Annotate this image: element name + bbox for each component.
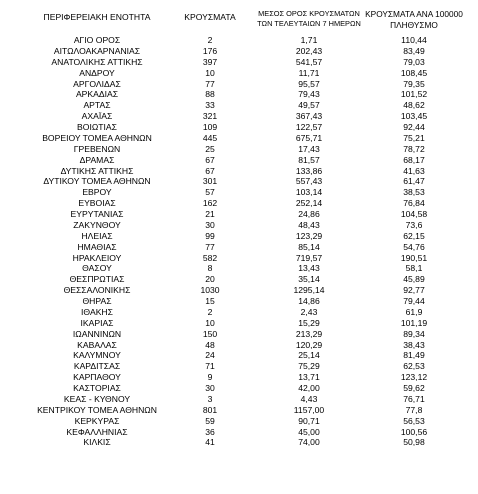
region-name: ΚΑΡΠΑΘΟΥ	[73, 372, 121, 383]
avg-cases: 25,14	[298, 350, 320, 361]
cases-count: 71	[205, 361, 215, 372]
table-row	[0, 231, 478, 242]
table-row	[0, 274, 478, 285]
cases-count: 67	[205, 154, 215, 165]
header-per100k-line1: ΚΡΟΥΣΜΑΤΑ ΑΝΑ 100000	[365, 9, 463, 19]
cases-count: 30	[205, 219, 215, 230]
table-row	[0, 46, 478, 57]
avg-cases: 122,57	[295, 122, 323, 132]
cases-per-100k: 54,76	[403, 241, 425, 252]
table-row	[0, 79, 478, 90]
avg-cases: 45,00	[298, 426, 320, 437]
table-row	[0, 405, 478, 416]
table-row	[0, 187, 478, 198]
table-row	[0, 296, 478, 307]
region-name: ΚΑΡΔΙΤΣΑΣ	[73, 361, 121, 372]
table-row	[0, 133, 478, 144]
cases-per-100k: 76,71	[403, 393, 425, 404]
cases-count: 24	[205, 350, 215, 361]
region-name: ΑΡΚΑΔΙΑΣ	[75, 89, 119, 100]
header-avg-line2: ΤΩΝ ΤΕΛΕΥΤΑΙΩΝ 7 ΗΜΕΡΩΝ	[257, 19, 361, 28]
header-cases: ΚΡΟΥΣΜΑΤΑ	[184, 12, 236, 22]
cases-per-100k: 101,52	[400, 89, 428, 100]
avg-cases: 2,43	[300, 306, 318, 317]
region-name: ΑΝΔΡΟΥ	[79, 67, 115, 78]
avg-cases: 85,14	[298, 241, 320, 252]
cases-per-100k: 190,51	[400, 252, 428, 263]
cases-per-100k: 81,49	[403, 350, 425, 361]
cases-count: 150	[202, 328, 218, 339]
cases-per-100k: 61,9	[405, 306, 423, 317]
table-row	[0, 209, 478, 220]
table-row	[0, 263, 478, 274]
avg-cases: 367,43	[295, 111, 323, 122]
region-name: ΑΡΓΟΛΙΔΑΣ	[73, 78, 121, 89]
cases-count: 8	[207, 263, 213, 274]
region-name: ΘΗΡΑΣ	[82, 296, 112, 306]
cases-count: 20	[205, 274, 215, 285]
region-name: ΔΥΤΙΚΗΣ ΑΤΤΙΚΗΣ	[60, 165, 134, 176]
cases-count: 99	[205, 230, 215, 241]
avg-cases: 79,43	[298, 89, 320, 100]
avg-cases: 15,29	[298, 317, 320, 328]
cases-count: 77	[205, 78, 215, 89]
avg-cases: 123,29	[295, 230, 323, 241]
avg-cases: 74,00	[298, 437, 320, 448]
cases-count: 15	[205, 296, 215, 306]
cases-per-100k: 68,17	[403, 154, 425, 165]
table-row	[0, 383, 478, 394]
cases-per-100k: 45,89	[403, 274, 425, 285]
cases-count: 48	[205, 339, 215, 350]
cases-count: 57	[205, 187, 215, 198]
table-row	[0, 253, 478, 264]
cases-per-100k: 79,03	[403, 56, 425, 67]
table-body	[0, 35, 478, 448]
table-row	[0, 68, 478, 79]
table-row	[0, 437, 478, 448]
region-name: ΙΘΑΚΗΣ	[81, 306, 113, 317]
cases-count: 397	[202, 56, 218, 67]
region-name: ΚΑΣΤΟΡΙΑΣ	[73, 383, 121, 393]
cases-count: 1030	[200, 285, 220, 296]
cases-per-100k: 123,12	[400, 372, 428, 383]
table-row	[0, 394, 478, 405]
cases-count: 41	[205, 437, 215, 448]
table-row	[0, 350, 478, 361]
cases-per-100k: 38,53	[403, 187, 425, 198]
region-name: ΑΧΑΪΑΣ	[81, 111, 113, 122]
region-name: ΙΩΑΝΝΙΝΩΝ	[72, 328, 122, 339]
table-row	[0, 329, 478, 340]
cases-count: 33	[205, 100, 215, 111]
cases-count: 162	[202, 198, 218, 209]
cases-count: 2	[207, 306, 213, 317]
cases-per-100k: 79,35	[403, 78, 425, 89]
table-row	[0, 427, 478, 438]
avg-cases: 24,86	[298, 209, 320, 219]
avg-cases: 202,43	[295, 45, 323, 56]
avg-cases: 17,43	[298, 143, 320, 154]
cases-count: 10	[205, 67, 215, 78]
cases-per-100k: 61,47	[403, 176, 425, 187]
cases-count: 176	[202, 45, 218, 56]
avg-cases: 13,71	[298, 372, 320, 383]
cases-per-100k: 50,98	[403, 437, 425, 448]
region-name: ΚΙΛΚΙΣ	[83, 437, 111, 448]
avg-cases: 1295,14	[293, 285, 325, 296]
cases-per-100k: 41,63	[403, 165, 425, 176]
avg-cases: 557,43	[295, 176, 323, 187]
cases-count: 25	[205, 143, 215, 154]
cases-count: 88	[205, 89, 215, 100]
avg-cases: 81,57	[298, 154, 320, 165]
table-row	[0, 198, 478, 209]
cases-per-100k: 76,84	[403, 198, 425, 209]
table-row	[0, 361, 478, 372]
avg-cases: 103,14	[295, 187, 323, 198]
header-avg-line1: ΜΕΣΟΣ ΟΡΟΣ ΚΡΟΥΣΜΑΤΩΝ	[258, 9, 360, 18]
cases-count: 801	[202, 404, 218, 415]
cases-per-100k: 92,77	[403, 285, 425, 296]
cases-count: 301	[202, 176, 218, 187]
cases-per-100k: 62,15	[403, 230, 425, 241]
table-row	[0, 155, 478, 166]
table-row	[0, 220, 478, 231]
cases-per-100k: 79,44	[403, 296, 425, 306]
cases-per-100k: 59,62	[403, 383, 425, 393]
region-name: ΚΕΦΑΛΛΗΝΙΑΣ	[66, 426, 128, 437]
cases-count: 21	[205, 209, 215, 219]
region-name: ΔΡΑΜΑΣ	[79, 154, 115, 165]
region-name: ΔΥΤΙΚΟΥ ΤΟΜΕΑ ΑΘΗΝΩΝ	[43, 176, 151, 187]
avg-cases: 49,57	[298, 100, 320, 111]
avg-cases: 42,00	[298, 383, 320, 393]
cases-per-100k: 56,53	[403, 415, 425, 426]
table-row	[0, 166, 478, 177]
cases-count: 109	[202, 122, 218, 132]
cases-per-100k: 83,49	[403, 45, 425, 56]
avg-cases: 1157,00	[293, 404, 325, 415]
region-name: ΘΕΣΠΡΩΤΙΑΣ	[69, 274, 125, 285]
region-name: ΑΙΤΩΛΟΑΚΑΡΝΑΝΙΑΣ	[53, 45, 141, 56]
region-name: ΑΡΤΑΣ	[83, 100, 111, 111]
table-row	[0, 144, 478, 155]
region-name: ΑΝΑΤΟΛΙΚΗΣ ΑΤΤΙΚΗΣ	[51, 56, 143, 67]
region-name: ΚΕΑΣ - ΚΥΘΝΟΥ	[63, 393, 131, 404]
cases-count: 2	[207, 35, 213, 45]
region-name: ΒΟΡΕΙΟΥ ΤΟΜΕΑ ΑΘΗΝΩΝ	[42, 132, 152, 143]
cases-per-100k: 77,8	[405, 404, 423, 415]
cases-count: 59	[205, 415, 215, 426]
region-name: ΚΑΛΥΜΝΟΥ	[73, 350, 121, 361]
header-per100k-line2: ΠΛΗΘΥΣΜΟ	[390, 20, 438, 30]
region-name: ΑΓΙΟ ΟΡΟΣ	[73, 35, 121, 45]
cases-count: 9	[207, 372, 213, 383]
avg-cases: 13,43	[298, 263, 320, 274]
table-row	[0, 35, 478, 46]
avg-cases: 1,71	[300, 35, 318, 45]
avg-cases: 252,14	[295, 198, 323, 209]
cases-count: 10	[205, 317, 215, 328]
region-name: ΙΚΑΡΙΑΣ	[80, 317, 114, 328]
cases-count: 30	[205, 383, 215, 393]
avg-cases: 14,86	[298, 296, 320, 306]
region-name: ΗΡΑΚΛΕΙΟΥ	[72, 252, 122, 263]
table-header	[0, 0, 478, 34]
cases-count: 3	[207, 393, 213, 404]
table-row	[0, 176, 478, 187]
avg-cases: 95,57	[298, 78, 320, 89]
cases-count: 445	[202, 132, 218, 143]
cases-per-100k: 62,53	[403, 361, 425, 372]
cases-per-100k: 58,1	[405, 263, 423, 274]
table-row	[0, 122, 478, 133]
region-name: ΗΛΕΙΑΣ	[81, 230, 113, 241]
region-name: ΗΜΑΘΙΑΣ	[77, 241, 117, 252]
avg-cases: 35,14	[298, 274, 320, 285]
cases-count: 321	[202, 111, 218, 122]
table-row	[0, 372, 478, 383]
avg-cases: 75,29	[298, 361, 320, 372]
cases-count: 582	[202, 252, 218, 263]
cases-per-100k: 103,45	[400, 111, 428, 122]
cases-count: 36	[205, 426, 215, 437]
avg-cases: 120,29	[295, 339, 323, 350]
avg-cases: 541,57	[295, 56, 323, 67]
table-row	[0, 89, 478, 100]
region-name: ΕΥΒΟΙΑΣ	[78, 198, 116, 209]
region-name: ΘΕΣΣΑΛΟΝΙΚΗΣ	[63, 285, 131, 296]
cases-per-100k: 78,72	[403, 143, 425, 154]
avg-cases: 4,43	[300, 393, 318, 404]
table-row	[0, 100, 478, 111]
region-name: ΚΕΝΤΡΙΚΟΥ ΤΟΜΕΑ ΑΘΗΝΩΝ	[37, 404, 157, 415]
avg-cases: 11,71	[298, 67, 320, 78]
table-row	[0, 318, 478, 329]
avg-cases: 133,86	[295, 165, 323, 176]
table-row	[0, 242, 478, 253]
region-name: ΘΑΣΟΥ	[82, 263, 112, 274]
cases-per-100k: 75,21	[403, 132, 425, 143]
cases-per-100k: 38,43	[403, 339, 425, 350]
table-row	[0, 416, 478, 427]
cases-count: 67	[205, 165, 215, 176]
cases-per-100k: 110,44	[401, 35, 427, 45]
region-name: ΖΑΚΥΝΘΟΥ	[73, 219, 121, 230]
cases-per-100k: 48,62	[403, 100, 425, 111]
cases-per-100k: 89,34	[403, 328, 425, 339]
cases-per-100k: 108,45	[400, 67, 428, 78]
header-region: ΠΕΡΙΦΕΡΕΙΑΚΗ ΕΝΟΤΗΤΑ	[43, 12, 151, 22]
table-row	[0, 307, 478, 318]
region-name: ΚΑΒΑΛΑΣ	[77, 339, 117, 350]
region-name: ΕΒΡΟΥ	[82, 187, 112, 198]
cases-per-100k: 92,44	[403, 122, 425, 132]
region-name: ΕΥΡΥΤΑΝΙΑΣ	[70, 209, 124, 219]
cases-per-100k: 101,19	[400, 317, 428, 328]
avg-cases: 719,57	[295, 252, 323, 263]
region-name: ΚΕΡΚΥΡΑΣ	[74, 415, 120, 426]
table-row	[0, 111, 478, 122]
table-row	[0, 285, 478, 296]
table-row	[0, 340, 478, 351]
avg-cases: 213,29	[295, 328, 323, 339]
cases-count: 77	[205, 241, 215, 252]
avg-cases: 48,43	[298, 219, 320, 230]
avg-cases: 90,71	[298, 415, 320, 426]
cases-per-100k: 104,58	[400, 209, 428, 219]
table-row	[0, 57, 478, 68]
header-per-100k	[352, 9, 476, 31]
cases-per-100k: 73,6	[405, 219, 423, 230]
region-name: ΓΡΕΒΕΝΩΝ	[73, 143, 121, 154]
region-name: ΒΟΙΩΤΙΑΣ	[77, 122, 117, 132]
cases-per-100k: 100,56	[400, 426, 428, 437]
avg-cases: 675,71	[295, 132, 323, 143]
